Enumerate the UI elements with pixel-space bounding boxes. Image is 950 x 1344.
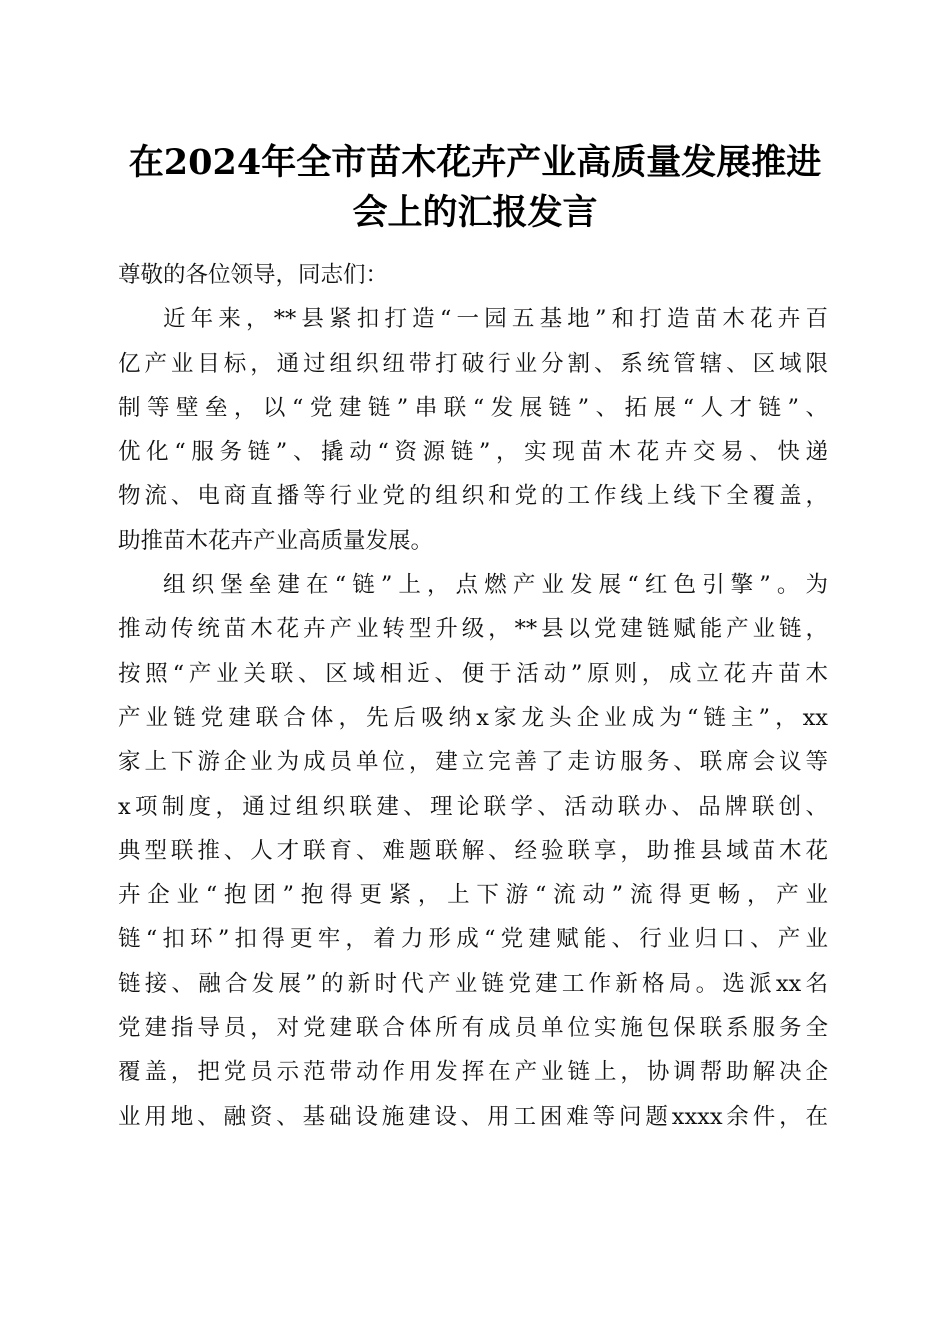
paragraph-line: 产业链党建联合体，先后吸纳x家龙头企业成为“链主”，xx (118, 704, 828, 731)
paragraph-1 (118, 297, 828, 563)
title-line-1: 在2024年全市苗木花卉产业高质量发展推进 (128, 142, 822, 183)
paragraph-2 (118, 563, 828, 1139)
paragraph-line: 覆盖，把党员示范带动作用发挥在产业链上，协调帮助解决企 (118, 1059, 828, 1086)
paragraph-line: 按照“产业关联、区域相近、便于活动”原则，成立花卉苗木 (118, 660, 828, 687)
paragraph-line: 助推苗木花卉产业高质量发展。 (118, 527, 434, 554)
paragraph-line: 制等壁垒，以“党建链”串联“发展链”、拓展“人才链”、 (118, 394, 828, 421)
paragraph-line: 优化“服务链”、撬动“资源链”，实现苗木花卉交易、快递 (118, 439, 828, 466)
paragraph-line: 亿产业目标，通过组织纽带打破行业分割、系统管辖、区域限 (118, 350, 828, 377)
salutation: 尊敬的各位领导，同志们： (118, 262, 389, 288)
paragraph-line: 业用地、融资、基础设施建设、用工困难等问题xxxx余件，在 (118, 1103, 828, 1130)
paragraph-line: 物流、电商直播等行业党的组织和党的工作线上线下全覆盖， (118, 483, 828, 510)
paragraph-line: 典型联推、人才联育、难题联解、经验联享，助推县域苗木花 (118, 837, 828, 864)
paragraph-line: 推动传统苗木花卉产业转型升级，**县以党建链赋能产业链， (118, 616, 828, 643)
paragraph-line: x项制度，通过组织联建、理论联学、活动联办、品牌联创、 (118, 793, 828, 820)
paragraph-line: 卉企业“抱团”抱得更紧，上下游“流动”流得更畅，产业 (118, 882, 828, 909)
paragraph-line: 家上下游企业为成员单位，建立完善了走访服务、联席会议等 (118, 749, 828, 776)
document-body (118, 253, 828, 1139)
paragraph-line: 组织堡垒建在“链”上，点燃产业发展“红色引擎”。为 (163, 572, 828, 599)
document-title (110, 138, 840, 238)
paragraph-line: 链接、融合发展”的新时代产业链党建工作新格局。选派xx名 (118, 970, 828, 997)
paragraph-line: 党建指导员，对党建联合体所有成员单位实施包保联系服务全 (118, 1015, 828, 1042)
paragraph-line: 链“扣环”扣得更牢，着力形成“党建赋能、行业归口、产业 (118, 926, 828, 953)
paragraph-line: 近年来，**县紧扣打造“一园五基地”和打造苗木花卉百 (163, 306, 828, 333)
title-line-2: 会上的汇报发言 (352, 192, 598, 233)
